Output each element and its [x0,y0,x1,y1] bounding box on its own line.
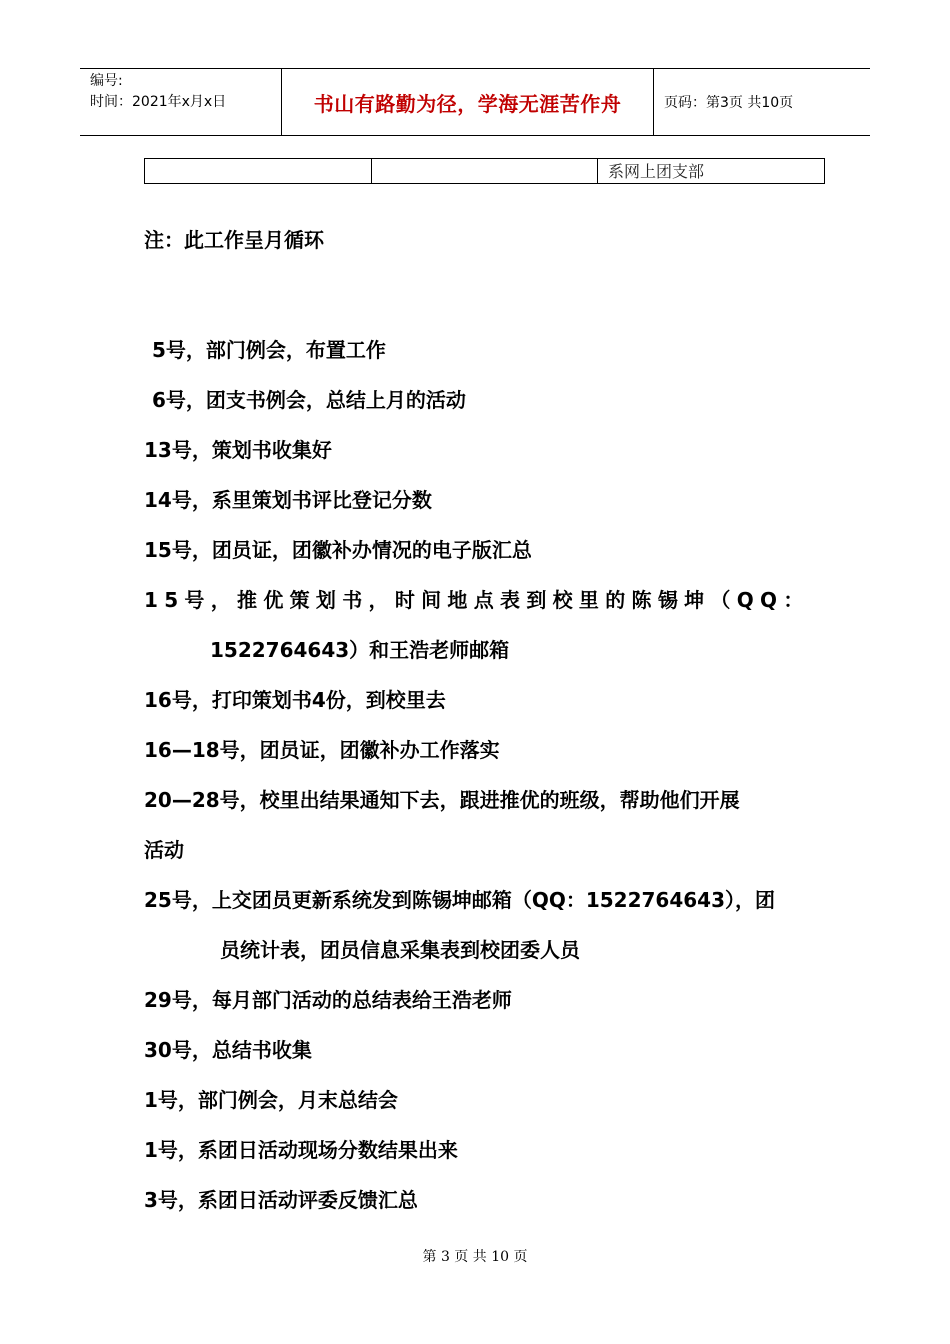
header-meta [80,69,282,135]
top-table-row [144,158,825,184]
list-item: 16号，打印策划书4份，到校里去 [144,688,446,712]
list-item: 20—28号，校里出结果通知下去，跟进推优的班级，帮助他们开展 [144,788,740,812]
list-item: 14号，系里策划书评比登记分数 [144,488,432,512]
list-item: 5号，部门例会，布置工作 [152,338,386,362]
list-item: 29号，每月部门活动的总结表给王浩老师 [144,988,512,1012]
table-cell [145,159,372,183]
list-item: 活动 [144,838,184,862]
list-item: 6号，团支书例会，总结上月的活动 [152,388,466,412]
list-item: 25号，上交团员更新系统发到陈锡坤邮箱（QQ：1522764643），团 [144,888,775,912]
list-item: 16—18号，团员证，团徽补办工作落实 [144,738,500,762]
number-label: 编号: [90,73,123,89]
header-page-info: 页码：第3页 共10页 [664,95,794,111]
list-item: 1号，系团日活动现场分数结果出来 [144,1138,458,1162]
list-item: 30号，总结书收集 [144,1038,312,1062]
page-footer: 第 3 页 共 10 页 [422,1249,528,1265]
header-motto: 书山有路勤为径，学海无涯苦作舟 [282,69,654,135]
list-item: 员统计表，团员信息采集表到校团委人员 [220,938,580,962]
list-item: 1号，部门例会，月末总结会 [144,1088,398,1112]
time-label: 时间：2021年x月x日 [90,94,227,110]
list-item: 1522764643）和王浩老师邮箱 [210,638,510,662]
cycle-note: 注：此工作呈月循环 [144,228,324,252]
table-cell [372,159,598,183]
list-item: 15号，推优策划书，时间地点表到校里的陈锡坤（QQ： [144,588,810,612]
list-item: 15号，团员证，团徽补办情况的电子版汇总 [144,538,532,562]
page-header [80,68,870,136]
table-cell: 系网上团支部 [608,162,705,181]
list-item: 3号，系团日活动评委反馈汇总 [144,1188,418,1212]
list-item: 13号，策划书收集好 [144,438,332,462]
